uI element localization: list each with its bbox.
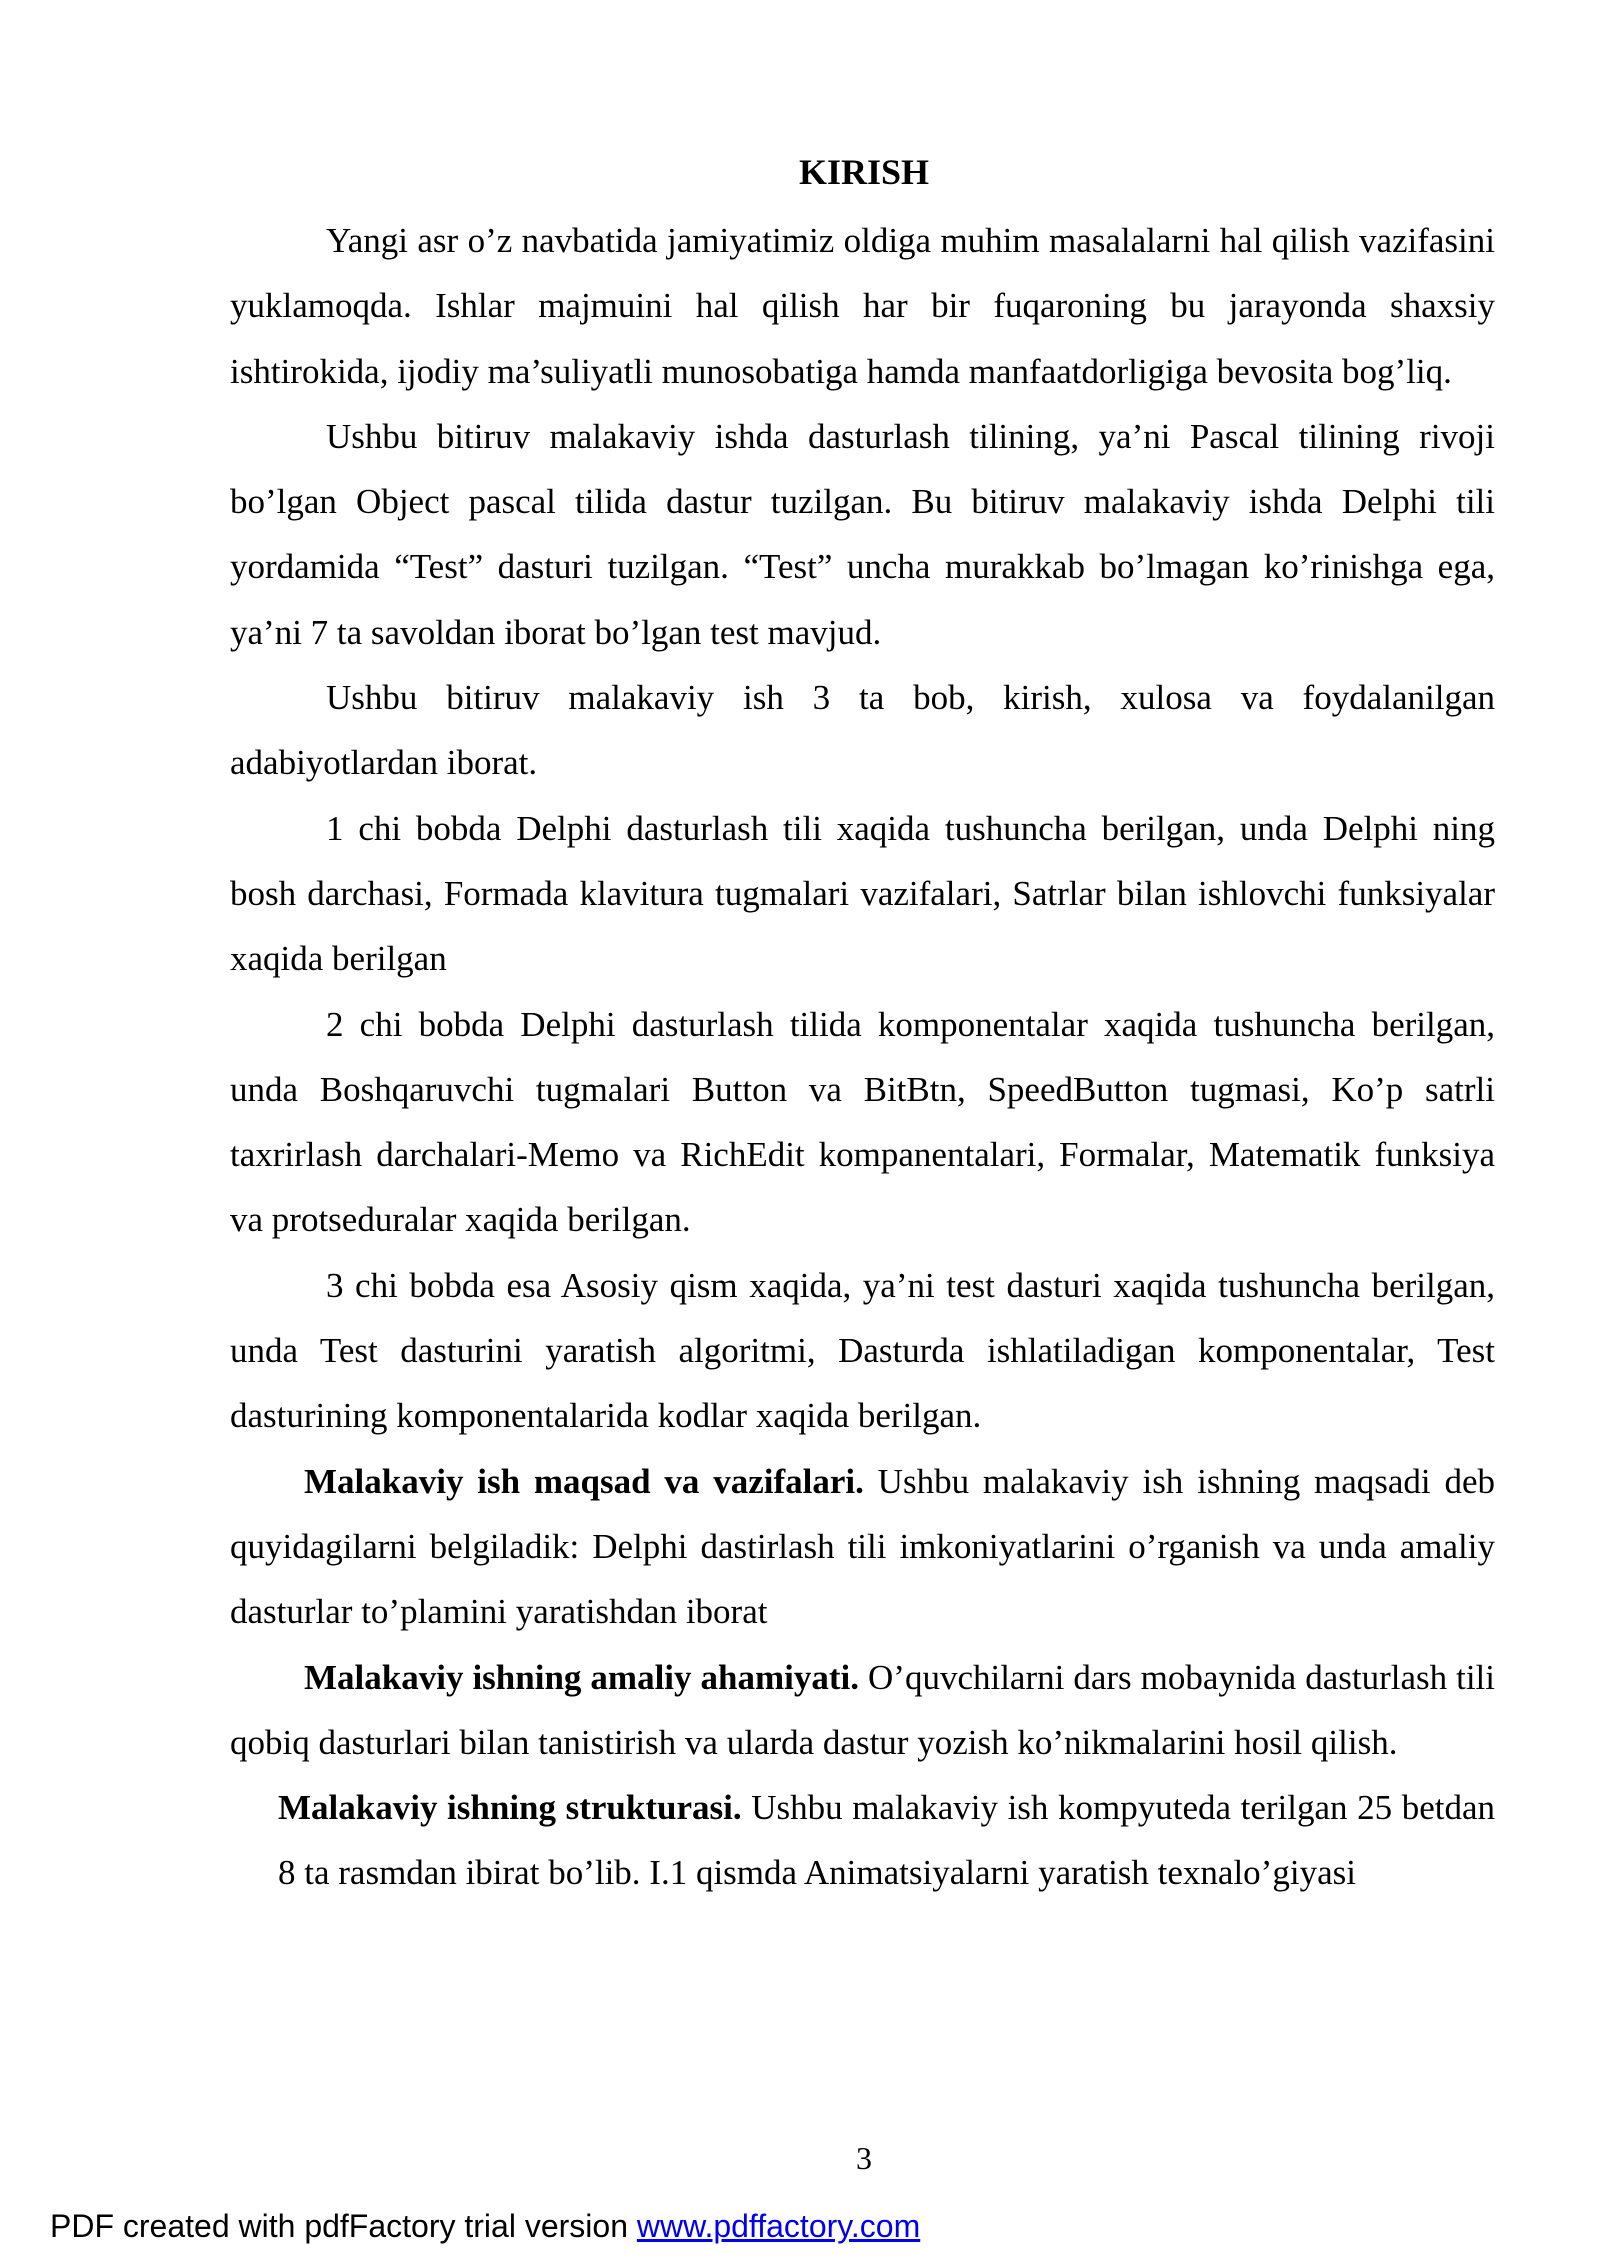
paragraph-structure-text: Ushbu malakaviy ish kompyuteda terilgan 25 betdan 8 ta rasmdan ibirat bo’lib. I.1 qismda Animatsiyalarni yaratish texnalo’giyasi [278,1788,1496,1893]
paragraph-2: Ushbu bitiruv malakaviy ishda dasturlash tilining, ya’ni Pascal tilining rivoji bo’lgan Object pascal tilida dastur tuzilgan. Bu bitiruv malakaviy ishda Delphi tili yordamida “Test” dasturi tuzilgan. “Test” uncha murakkab bo’lmagan ko’rinishga ega, ya’ni 7 ta savoldan iborat bo’lgan test mavjud. [230,416,1495,652]
document-body [230,208,1495,1906]
paragraph-practical-text: O’quvchilarni dars mobaynida dasturlash tili qobiq dasturlari bilan tanistirish va ularda dastur yozish ko’nikmalarini hosil qilish. [230,1657,1496,1762]
paragraph-practical-heading: Malakaviy ishning amaliy ahamiyati. [304,1657,860,1697]
paragraph-goals-text: Ushbu malakaviy ish ishning maqsadi deb quyidagilarni belgiladik: Delphi dastirlash tili imkoniyatlarini o’rganish va unda amaliy dasturlar to’plamini yaratishdan iborat [230,1461,1495,1632]
paragraph-3: Ushbu bitiruv malakaviy ish 3 ta bob, kirish, xulosa va foydalanilgan adabiyotlardan iborat. [230,678,1495,783]
paragraph-structure [278,1775,1495,1906]
paragraph-goals-heading: Malakaviy ish maqsad va vazifalari. [304,1461,864,1501]
footer-text: PDF created with pdfFactory trial version [50,2208,637,2244]
paragraph-goals [230,1449,1495,1645]
paragraph-1: Yangi asr o’z navbatida jamiyatimiz oldiga muhim masalalarni hal qilish vazifasini yuklamoqda. Ishlar majmuini hal qilish har bir fuqaroning bu jarayonda shaxsiy ishtirokida, ijodiy ma’suliyatli munosobatiga hamda manfaatdorligiga bevosita bog’liq. [230,221,1495,391]
paragraph-6: 3 chi bobda esa Asosiy qism xaqida, ya’ni test dasturi xaqida tushuncha berilgan, unda Test dasturini yaratish algoritmi, Dasturda ishlatiladigan komponentalar, Test dasturining komponentalarida kodlar xaqida berilgan. [230,1265,1495,1436]
pdf-footer [50,2208,920,2245]
paragraph-practical [230,1645,1495,1776]
footer-link[interactable]: www.pdffactory.com [636,2208,921,2244]
page-number: 3 [856,2140,872,2176]
page-title: KIRISH [798,152,930,192]
paragraph-5: 2 chi bobda Delphi dasturlash tilida komponentalar xaqida tushuncha berilgan, unda Boshqaruvchi tugmalari Button va BitBtn, SpeedButton tugmasi, Ko’p satrli taxrirlash darchalari-Memo va RichEdit kompanentalari, Formalar, Matematik funksiya va protseduralar xaqida berilgan. [230,1004,1495,1240]
paragraph-structure-heading: Malakaviy ishning strukturasi. [278,1788,742,1828]
paragraph-4: 1 chi bobda Delphi dasturlash tili xaqida tushuncha berilgan, unda Delphi ning bosh darchasi, Formada klavitura tugmalari vazifalari, Satrlar bilan ishlovchi funksiyalar xaqida berilgan [230,808,1495,979]
